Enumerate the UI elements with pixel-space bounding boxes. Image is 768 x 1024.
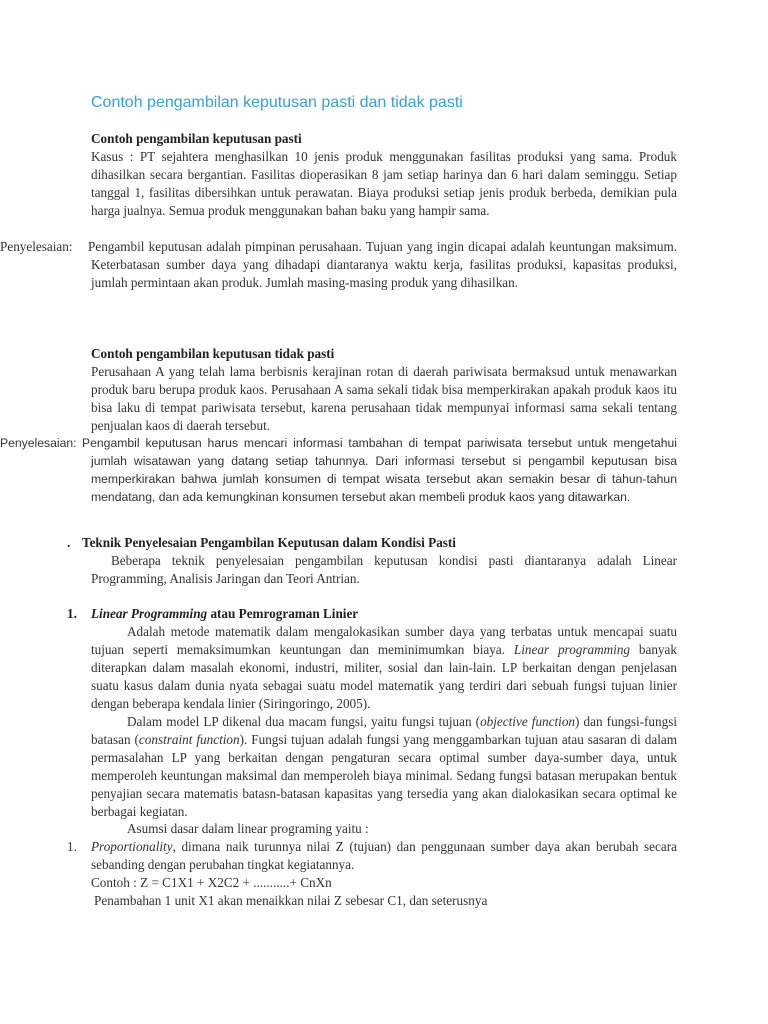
lp-example: Contoh : Z = C1X1 + X2C2 + ...........+ CnXn [91,875,332,890]
heading-pasti: Contoh pengambilan keputusan pasti [91,131,302,146]
lp-heading-italic: Linear Programming [91,606,208,621]
heading-tidak-pasti: Contoh pengambilan keputusan tidak pasti [91,346,335,361]
case-tidak-pasti: Perusahaan A yang telah lama berbisnis kerajinan rotan di daerah pariwisata bermaksud untuk menawarkan produk baru berupa produk kaos. Perusahaan A sama sekali tidak bisa memperkirakan apakah produk kaos itu bisa laku di tempat pariwisata tersebut, karena perusahaan tidak mempunyai informasi sama sekali tentang penjualan kaos di daerah tersebut. [91,364,677,433]
lp-paragraph-3: Asumsi dasar dalam linear programing yaitu : [127,821,369,836]
solution-pasti: Pengambil keputusan adalah pimpinan perusahaan. Tujuan yang ingin dicapai adalah keuntungan maksimum. Keterbatasan sumber daya yang dihadapi diantaranya waktu kerja, fasilitas produksi, kapasitas produksi, jumlah permintaan akan produk. Jumlah masing-masing produk yang dihasilkan. [88,239,677,290]
lp-heading [91,605,358,623]
case-pasti: Kasus : PT sejahtera menghasilkan 10 jenis produk menggunakan fasilitas produksi yang sama. Produk dihasilkan secara bergantian. Fasilitas dioperasikan 8 jam setiap harinya dan 6 hari dalam seminggu. Setiap tanggal 1, fasilitas dibersihkan untuk perawatan. Biaya produksi setiap jenis produk berbeda, demikian pula harga jualnya. Semua produk menggunakan bahan baku yang hampir sama. [91,149,677,218]
teknik-bullet: . [67,535,71,550]
solution-tidak-pasti: Pengambil keputusan harus mencari informasi tambahan di tempat pariwisata tersebut untuk mengetahui jumlah wisatawan yang datang setiap tahunnya. Dari informasi tersebut si pengambil keputusan bisa memperkirakan bahwa jumlah konsumen di tempat wisata tersebut akan semakin besar di tahun-tahun mendatang, dan ada kemungkinan konsumen tersebut akan membeli produk kaos yang ditawarkan. [82,436,677,504]
lp-paragraph-2 [91,713,677,821]
lp-p2-italic-1: objective function [480,714,576,729]
teknik-intro: Beberapa teknik penyelesaian pengambilan keputusan kondisi pasti diantaranya adalah Linear Programming, Analisis Jaringan dan Teori Antrian. [91,553,677,586]
lp-item-proportionality [91,838,677,874]
lp-p1-b: banyak diterapkan dalam masalah ekonomi, industri, militer, sosial dan lain-lain. LP berkaitan dengan penjelasan suatu kasus dalam dunia nyata sebagai suatu model matematik yang terdiri dari sebuah fungsi tujuan linier dengan beberapa kendala linier (Siringoringo, 2005). [91,642,677,711]
lp-number: 1. [67,606,77,621]
lp-p2-b: ) dan fungsi-fungsi batasan ( [91,714,678,747]
solution-label-tidak-pasti: Penyelesaian: [0,436,77,450]
lp-p2-a: Dalam model LP dikenal dua macam fungsi, yaitu fungsi tujuan ( [127,714,481,729]
lp-paragraph-1 [91,623,677,713]
lp-item-number: 1. [67,839,77,854]
lp-example-note: Penambahan 1 unit X1 akan menaikkan nilai Z sebesar C1, dan seterusnya [94,893,488,908]
lp-item-rest: , dimana naik turunnya nilai Z (tujuan) dan penggunaan sumber daya akan berubah secara sebanding dengan perubahan tingkat kegiatannya. [91,839,677,872]
page-title: Contoh pengambilan keputusan pasti dan tidak pasti [91,94,463,111]
lp-p2-c: ). Fungsi tujuan adalah fungsi yang menggambarkan tujuan atau sasaran di dalam permasalahan LP yang berkaitan dengan pengaturan secara optimal sumber daya-sumber daya, untuk memperoleh keuntungan maksimal dan memperoleh biaya minimal. Sedang fungsi batasan merupakan bentuk penyajian secara matematis batasn-batasan kapasitas yang tersedia yang akan dialokasikan secara optimal ke berbagai kegiatan. [91,732,677,819]
solution-label-pasti: Penyelesaian: [0,239,73,254]
lp-p1-italic: Linear programming [513,642,631,657]
lp-p1-a: Adalah metode matematik dalam mengalokasikan sumber daya yang terbatas untuk mencapai suatu tujuan seperti memaksimumkan keuntungan dan meminimumkan biaya. [91,624,677,657]
lp-heading-rest: atau Pemrograman Linier [207,606,359,621]
lp-p2-italic-2: constraint function [138,732,240,747]
lp-item-italic: Proportionality [91,839,173,854]
heading-teknik: Teknik Penyelesaian Pengambilan Keputusan dalam Kondisi Pasti [82,535,456,550]
